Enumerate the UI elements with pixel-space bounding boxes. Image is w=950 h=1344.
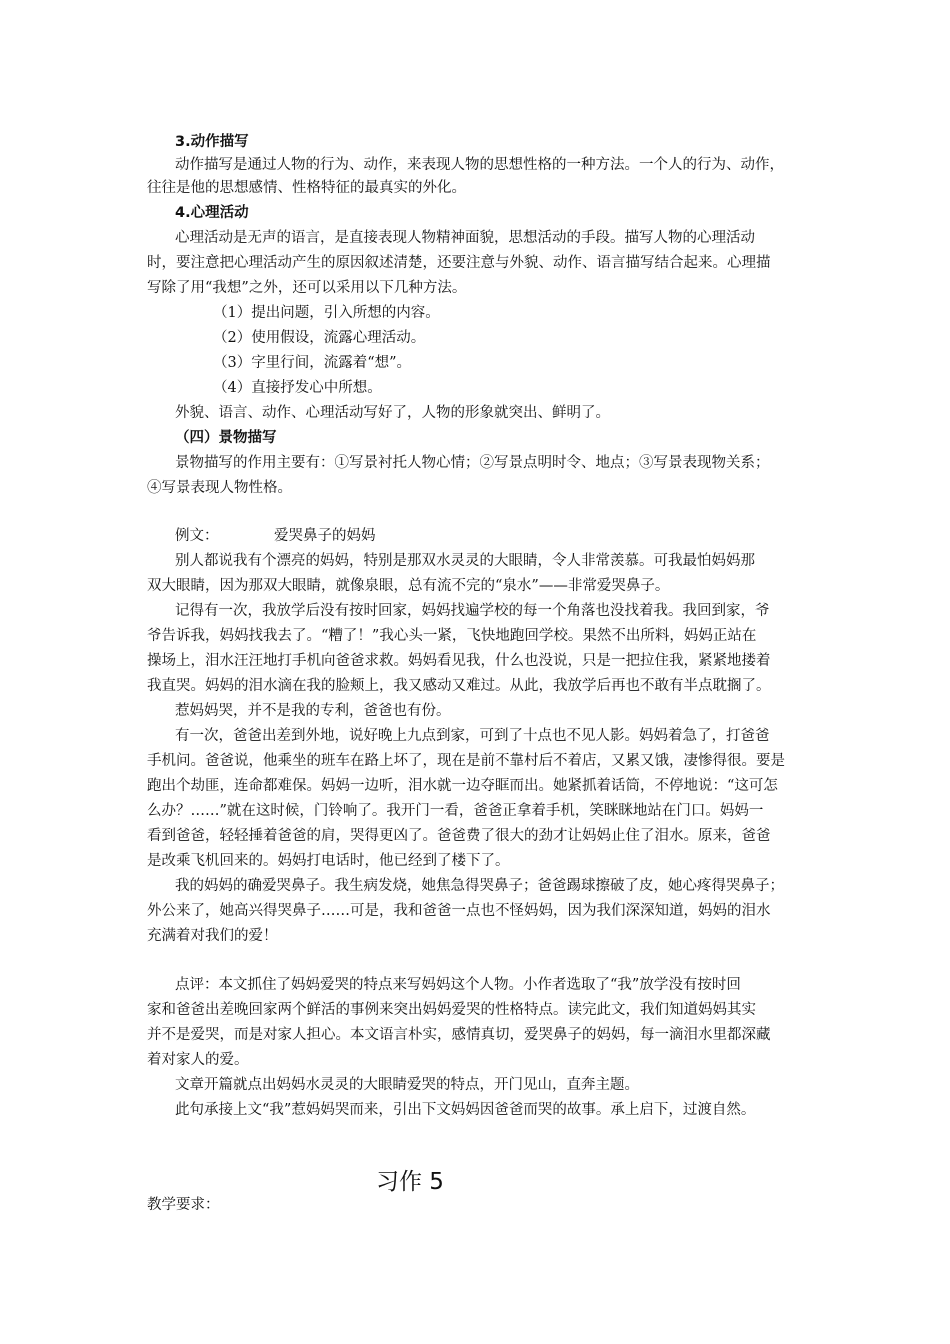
review-line: 点评：本文抓住了妈妈爱哭的特点来写妈妈这个人物。小作者选取了“我”放学没有按时回: [175, 977, 741, 993]
review-line: 并不是爱哭，而是对家人担心。本文语言朴实，感情真切，爱哭鼻子的妈妈，每一滴泪水里都深藏: [147, 1027, 771, 1043]
review-line: 文章开篇就点出妈妈水灵灵的大眼睛爱哭的特点，开门见山，直奔主题。: [175, 1077, 639, 1093]
paragraph-line: ④写景表现人物性格。: [147, 480, 292, 496]
essay-line: 操场上，泪水汪汪地打手机向爸爸求救。妈妈看见我，什么也没说，只是一把拉住我，紧紧地搂着: [147, 653, 771, 669]
method-item: （4）直接抒发心中所想。: [213, 380, 382, 396]
essay-line: 我直哭。妈妈的泪水滴在我的脸颊上，我又感动又难过。从此，我放学后再也不敢有半点耽搁了。: [147, 678, 771, 694]
method-item: （3）字里行间，流露着“想”。: [213, 355, 412, 371]
essay-line: 是改乘飞机回来的。妈妈打电话时，他已经到了楼下了。: [147, 853, 510, 869]
essay-line: 记得有一次，我放学后没有按时回家，妈妈找遍学校的每一个角落也没找着我。我回到家，爷: [175, 603, 770, 619]
essay-line: 有一次，爸爸出差到外地，说好晚上九点到家，可到了十点也不见人影。妈妈着急了，打爸爸: [175, 728, 770, 744]
essay-line: 看到爸爸，轻轻捶着爸爸的肩，哭得更凶了。爸爸费了很大的劲才让妈妈止住了泪水。原来，爸爸: [147, 828, 771, 844]
review-line: 家和爸爸出差晚回家两个鲜活的事例来突出妈妈爱哭的性格特点。读完此文，我们知道妈妈其实: [147, 1002, 756, 1018]
paragraph-line: 时，要注意把心理活动产生的原因叙述清楚，还要注意与外貌、动作、语言描写结合起来。心理描: [147, 255, 771, 271]
section-heading-scenery: （四）景物描写: [175, 430, 277, 446]
essay-line: 跑出个劫匪，连命都难保。妈妈一边听，泪水就一边夺眶而出。她紧抓着话筒，不停地说：“这可怎: [147, 778, 778, 794]
essay-line: 双大眼睛，因为那双大眼睛，就像泉眼，总有流不完的“泉水”——非常爱哭鼻子。: [147, 578, 670, 594]
paragraph-line: 心理活动是无声的语言，是直接表现人物精神面貌，思想活动的手段。描写人物的心理活动: [175, 230, 755, 246]
essay-line: 爷告诉我，妈妈找我去了。“糟了！”我心头一紧，飞快地跑回学校。果然不出所料，妈妈正站在: [147, 628, 757, 644]
paragraph-line: 写除了用“我想”之外，还可以采用以下几种方法。: [147, 280, 467, 296]
section-heading-action: 3.动作描写: [175, 134, 249, 150]
essay-line: 惹妈妈哭，并不是我的专利，爸爸也有份。: [175, 703, 451, 719]
essay-line: 外公来了，她高兴得哭鼻子……可是，我和爸爸一点也不怪妈妈，因为我们深深知道，妈妈的泪水: [147, 903, 771, 919]
method-item: （1）提出问题，引入所想的内容。: [213, 305, 440, 321]
teaching-requirements-label: 教学要求：: [147, 1197, 220, 1213]
essay-line: 我的妈妈的确爱哭鼻子。我生病发烧，她焦急得哭鼻子；爸爸踢球擦破了皮，她心疼得哭鼻子；: [175, 878, 784, 894]
example-label: 例文：: [175, 528, 219, 544]
paragraph-line: 动作描写是通过人物的行为、动作，来表现人物的思想性格的一种方法。一个人的行为、动作，: [175, 157, 784, 173]
essay-line: 手机问。爸爸说，他乘坐的班车在路上坏了，现在是前不靠村后不着店，又累又饿，凄惨得很。要是: [147, 753, 785, 769]
method-item: （2）使用假设，流露心理活动。: [213, 330, 426, 346]
paragraph-line: 景物描写的作用主要有：①写景衬托人物心情；②写景点明时令、地点；③写景表现物关系；: [175, 455, 770, 471]
summary-line: 外貌、语言、动作、心理活动写好了，人物的形象就突出、鲜明了。: [175, 405, 610, 421]
example-title: 爱哭鼻子的妈妈: [274, 528, 376, 544]
essay-line: 充满着对我们的爱！: [147, 928, 278, 944]
section-heading-psychology: 4.心理活动: [175, 205, 249, 221]
exercise-heading: 习作 5: [376, 1169, 444, 1195]
review-line: 着对家人的爱。: [147, 1052, 249, 1068]
essay-line: 么办？……”就在这时候，门铃响了。我开门一看，爸爸正拿着手机，笑眯眯地站在门口。妈妈一: [147, 803, 764, 819]
paragraph-line: 往往是他的思想感情、性格特征的最真实的外化。: [147, 180, 466, 196]
essay-line: 别人都说我有个漂亮的妈妈，特别是那双水灵灵的大眼睛，令人非常羡慕。可我最怕妈妈那: [175, 553, 755, 569]
review-line: 此句承接上文“我”惹妈妈哭而来，引出下文妈妈因爸爸而哭的故事。承上启下，过渡自然。: [175, 1102, 756, 1118]
